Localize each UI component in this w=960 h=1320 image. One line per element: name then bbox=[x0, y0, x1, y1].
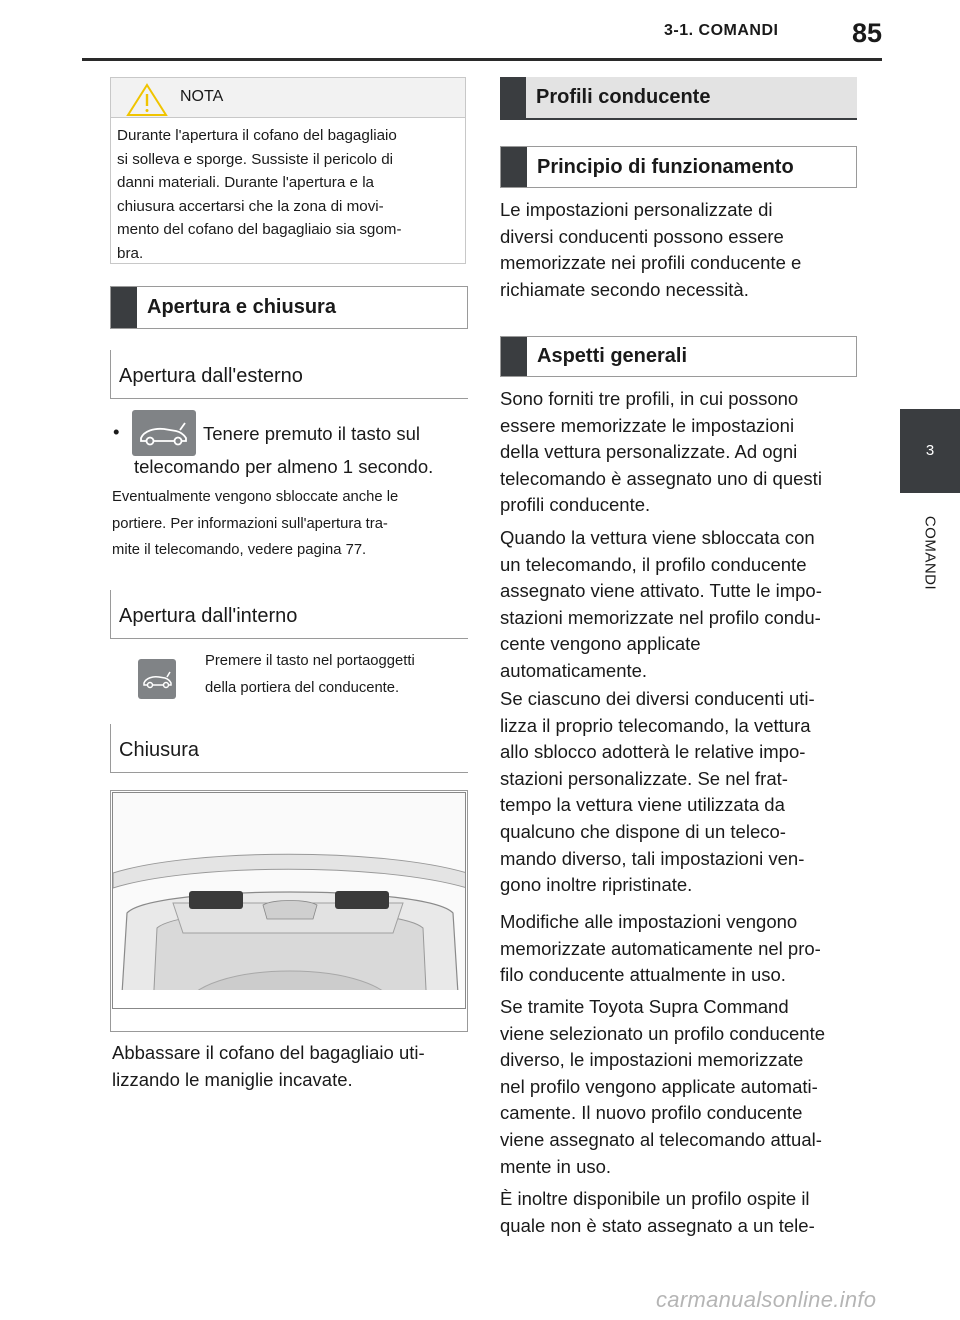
chapter-tab: 3 bbox=[900, 409, 960, 493]
note-line: si solleva e sporge. Sussiste il pericolo di bbox=[117, 150, 394, 168]
para-line: camente. Il nuovo profilo conducente bbox=[500, 1102, 803, 1124]
para-line: mente in uso. bbox=[500, 1155, 612, 1177]
heading-text: Profili conducente bbox=[536, 86, 711, 108]
paragraph-2 bbox=[500, 525, 822, 685]
para-line: allo sblocco adotterà le relative impo- bbox=[500, 741, 806, 763]
paragraph-3 bbox=[500, 686, 815, 899]
para-line: viene assegnato al telecomando attual- bbox=[500, 1128, 822, 1150]
para-line: della vettura personalizzate. Ad ogni bbox=[500, 441, 798, 463]
para-line: stazioni personalizzate. Se nel frat- bbox=[500, 767, 788, 789]
page-number: 85 bbox=[852, 18, 883, 48]
closing-line: lizzando le maniglie incavate. bbox=[112, 1068, 353, 1090]
para-line: È inoltre disponibile un profilo ospite il bbox=[500, 1188, 810, 1209]
note-line: mento del cofano del bagagliaio sia sgom- bbox=[117, 221, 402, 238]
remote-info-line: mite il telecomando, vedere pagina 77. bbox=[112, 542, 367, 558]
intro-line: diversi conducenti possono essere bbox=[500, 225, 784, 247]
heading-profili-conducente bbox=[500, 77, 857, 120]
para-line: assegnato viene attivato. Tutte le impo- bbox=[500, 580, 822, 602]
para-line: Modifiche alle impostazioni vengono bbox=[500, 911, 798, 932]
paragraph-6 bbox=[500, 1186, 815, 1239]
para-line: filo conducente attualmente in uso. bbox=[500, 964, 786, 986]
note-line: Durante l'apertura il cofano del bagagliaio bbox=[117, 127, 397, 144]
chapter-label-text: COMANDI bbox=[921, 515, 939, 591]
closing-line: Abbassare il cofano del bagagliaio uti- bbox=[112, 1042, 425, 1063]
heading-aspetti-generali bbox=[500, 336, 857, 377]
para-line: Quando la vettura viene sbloccata con bbox=[500, 527, 815, 548]
para-line: viene selezionato un profilo conducente bbox=[500, 1022, 826, 1044]
closing-text bbox=[112, 1040, 425, 1093]
para-line: lizza il proprio telecomando, la vettura bbox=[500, 714, 811, 736]
para-line: Sono forniti tre profili, in cui possono bbox=[500, 388, 799, 409]
remote-info-line: Eventualmente vengono sbloccate anche le bbox=[112, 489, 399, 505]
paragraph-5 bbox=[500, 994, 825, 1180]
para-line: gono inoltre ripristinate. bbox=[500, 874, 693, 896]
heading-text: Aspetti generali bbox=[537, 345, 688, 367]
para-line: qualcuno che dispone di un teleco- bbox=[500, 820, 786, 842]
inside-info-line: della portiera del conducente. bbox=[205, 679, 400, 696]
subheading-apertura-interno bbox=[110, 590, 468, 639]
inside-info bbox=[205, 648, 415, 701]
intro-line: richiamate secondo necessità. bbox=[500, 278, 749, 300]
paragraph-4 bbox=[500, 909, 821, 989]
subheading-text: Apertura dall'esterno bbox=[119, 365, 303, 387]
intro-line: memorizzate nei profili conducente e bbox=[500, 252, 802, 274]
para-line: Se tramite Toyota Supra Command bbox=[500, 996, 789, 1017]
heading-marker bbox=[111, 287, 137, 328]
para-line: memorizzate automaticamente nel pro- bbox=[500, 937, 821, 959]
heading-apertura-chiusura bbox=[110, 286, 468, 329]
header-rule bbox=[82, 58, 882, 61]
heading-marker bbox=[500, 77, 526, 118]
warning-triangle-icon bbox=[126, 83, 168, 122]
heading-marker bbox=[501, 337, 527, 376]
subheading-text: Chiusura bbox=[119, 739, 200, 761]
note-line: bra. bbox=[117, 244, 144, 262]
para-line: Se ciascuno dei diversi conducenti uti- bbox=[500, 688, 815, 709]
heading-principio bbox=[500, 146, 857, 188]
para-line: quale non è stato assegnato a un tele- bbox=[500, 1214, 815, 1236]
note-text bbox=[117, 124, 462, 265]
remote-info-line: portiere. Per informazioni sull'apertura tra- bbox=[112, 515, 388, 532]
para-line: un telecomando, il profilo conducente bbox=[500, 553, 807, 575]
para-line: stazioni memorizzate nel profilo condu- bbox=[500, 606, 821, 628]
trunk-illustration bbox=[112, 792, 466, 1009]
bullet: • bbox=[113, 421, 120, 442]
intro-line: Le impostazioni personalizzate di bbox=[500, 199, 773, 220]
heading-text: Apertura e chiusura bbox=[147, 296, 336, 318]
subheading-chiusura bbox=[110, 724, 468, 773]
chapter-label bbox=[900, 503, 960, 603]
key-text-1: Tenere premuto il tasto sul bbox=[203, 423, 420, 444]
subheading-text: Apertura dall'interno bbox=[119, 605, 298, 627]
para-line: telecomando è assegnato uno di questi bbox=[500, 467, 822, 489]
para-line: automaticamente. bbox=[500, 659, 648, 681]
para-line: cente vengono applicate bbox=[500, 633, 701, 655]
heading-marker bbox=[501, 147, 527, 187]
key-text-2: telecomando per almeno 1 secondo. bbox=[134, 456, 434, 477]
door-button-icon bbox=[138, 659, 176, 699]
heading-text: Principio di funzionamento bbox=[537, 155, 794, 178]
intro-text bbox=[500, 197, 801, 303]
note-line: chiusura accertarsi che la zona di movi- bbox=[117, 197, 384, 215]
para-line: tempo la vettura viene utilizzata da bbox=[500, 794, 785, 816]
para-line: essere memorizzate le impostazioni bbox=[500, 414, 795, 436]
note-line: danni materiali. Durante l'apertura e la bbox=[117, 174, 375, 191]
subheading-apertura-esterno bbox=[110, 350, 468, 399]
para-line: nel profilo vengono applicate automati- bbox=[500, 1075, 818, 1097]
section-title: 3-1. COMANDI bbox=[664, 22, 779, 39]
trunk-key-icon bbox=[132, 410, 196, 456]
para-line: profili conducente. bbox=[500, 494, 651, 516]
note-title: NOTA bbox=[180, 88, 224, 105]
para-line: mando diverso, tali impostazioni ven- bbox=[500, 847, 805, 869]
para-line: diverso, le impostazioni memorizzate bbox=[500, 1049, 804, 1071]
remote-info bbox=[112, 484, 398, 564]
watermark: carmanualsonline.info bbox=[656, 1287, 877, 1312]
inside-info-line: Premere il tasto nel portaoggetti bbox=[205, 653, 415, 669]
paragraph-1 bbox=[500, 386, 822, 519]
